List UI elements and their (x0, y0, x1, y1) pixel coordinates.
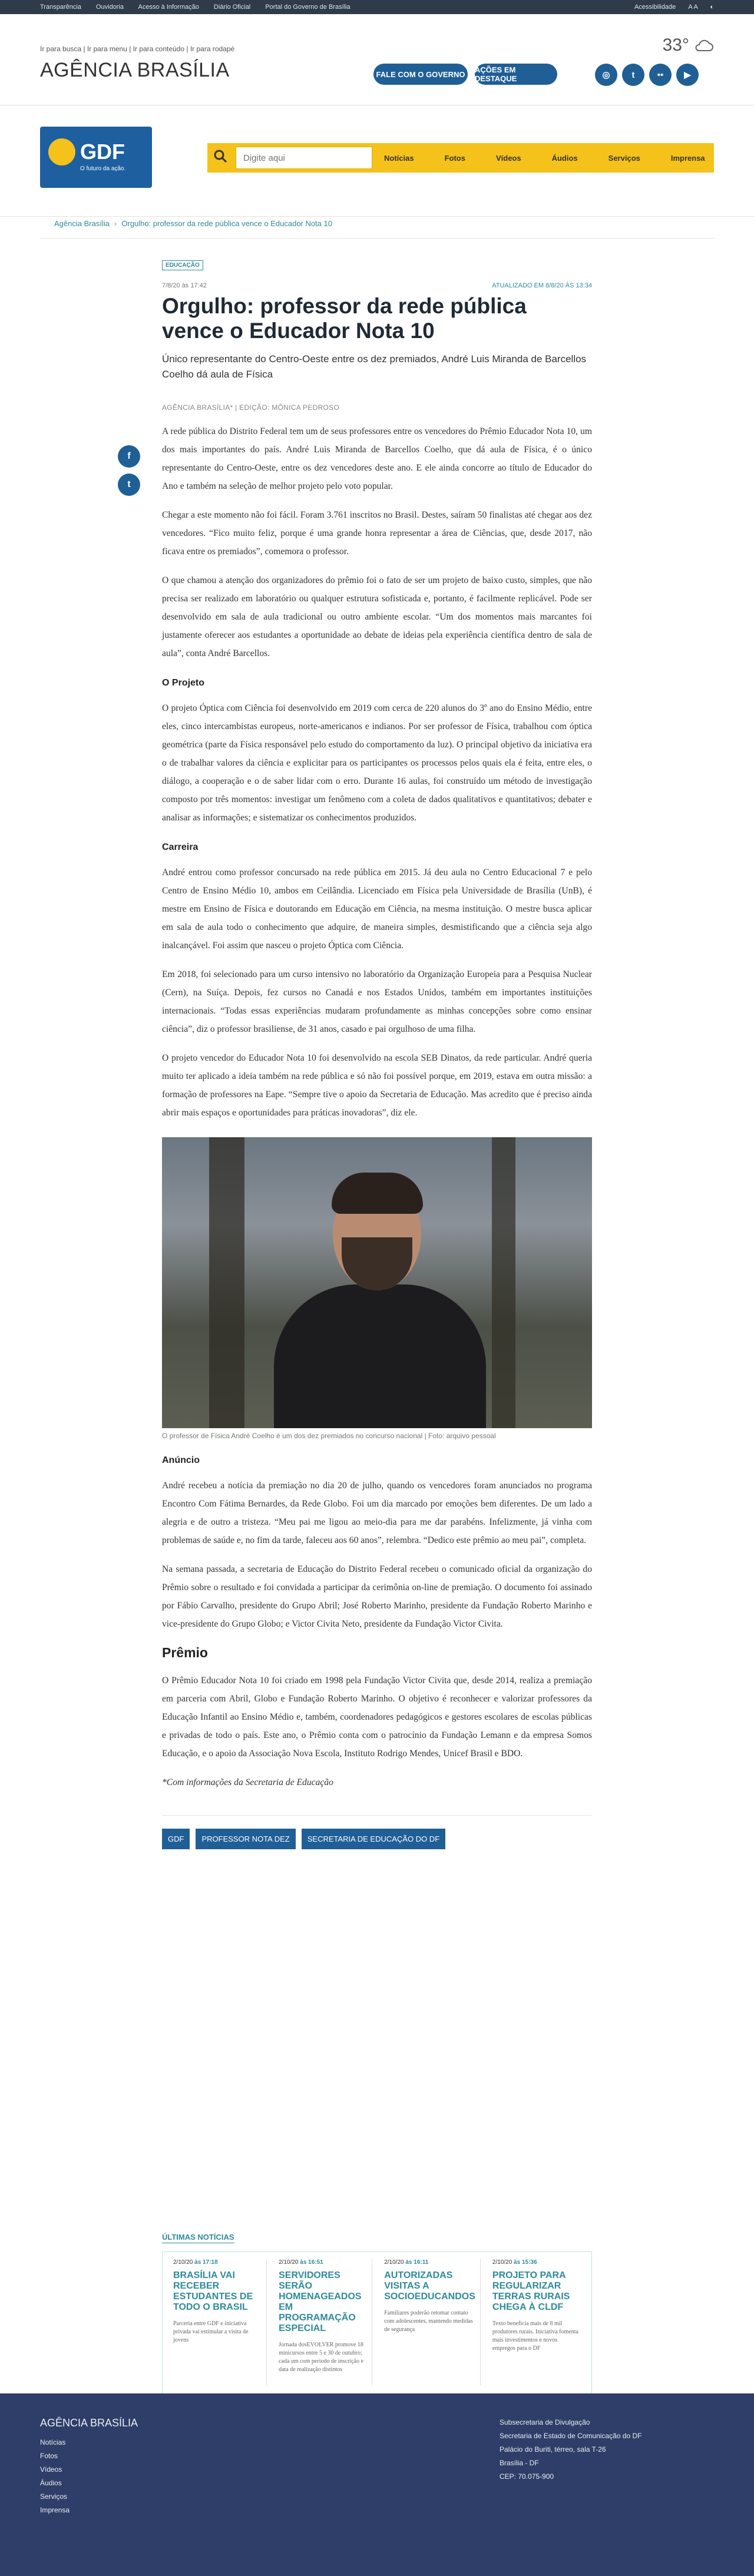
section-heading-carreira: Carreira (162, 842, 199, 852)
tag-professor-nota-dez[interactable]: PROFESSOR NOTA DEZ (196, 1829, 295, 1849)
news-card-time (492, 2259, 581, 2266)
weather (663, 35, 714, 55)
top-bar (0, 0, 754, 14)
paragraph: Chegar a este momento não foi fácil. Foram 3.761 inscritos no Brasil. Destes, saíram 50 finalistas até chegar aos dez vencedores. “Fico muito feliz, porque é uma grande honra representar a área de Ciências, que, desde 2017, não ficava entre os premiados”, comemora o professor. (162, 510, 592, 557)
top-link-transparencia[interactable]: Transparência (40, 4, 81, 11)
main-menu (207, 143, 714, 173)
category-tag[interactable]: EDUCAÇÃO (162, 260, 203, 270)
skip-links[interactable]: Ir para busca | Ir para menu | Ir para conteúdo | Ir para rodapé (40, 45, 235, 53)
address-line: Brasília - DF (500, 2459, 539, 2467)
top-link-diario[interactable]: Diário Oficial (213, 4, 251, 11)
footer-links (40, 2436, 70, 2517)
contact-government-button[interactable]: FALE COM O GOVERNO (373, 64, 468, 85)
paragraph: Em 2018, foi selecionado para um curso intensivo no laboratório da Organização Europeia para a Pesquisa Nuclear (Cern), na Suíça. Depois, fez cursos no Canadá e nos Estados Unidos, também em importantes instituições internacionais. “Todas essas experiências mudaram profundamente as minhas concepções sobre como ensinar ciência”, diz o professor brasiliense, de 31 anos, casado e pai orgulhoso de uma filha. (162, 969, 592, 1034)
top-links (40, 4, 363, 11)
search-input[interactable] (236, 147, 372, 169)
menu-item-servicos[interactable]: Serviços (608, 153, 640, 163)
section-heading-projeto: O Projeto (162, 678, 205, 688)
font-size-toggle[interactable]: A A (688, 4, 698, 11)
news-date: 2/10/20 (279, 2259, 299, 2266)
news-card[interactable] (488, 2259, 586, 2385)
contrast-icon[interactable]: ◐ (710, 4, 714, 11)
address-line: CEP: 70.075-900 (500, 2472, 554, 2481)
menu-item-audios[interactable]: Áudios (551, 153, 578, 163)
cloud-icon (694, 39, 714, 52)
footer-link-videos[interactable]: Vídeos (40, 2465, 62, 2474)
top-right (624, 4, 714, 11)
publish-date: 7/8/20 às 17:42 (162, 282, 207, 289)
photo-beard (342, 1237, 412, 1290)
footer-link-audios[interactable]: Áudios (40, 2479, 62, 2487)
footer-link-noticias[interactable]: Notícias (40, 2438, 66, 2446)
sun-icon (48, 138, 75, 165)
top-link-ouvidoria[interactable]: Ouvidoria (95, 4, 124, 11)
news-time: às 15:36 (514, 2259, 537, 2266)
instagram-icon[interactable]: ◎ (595, 64, 617, 86)
menu-items (384, 143, 736, 173)
article (162, 259, 592, 1849)
page-title: Orgulho: professor da rede pública vence o Educador Nota 10 (162, 294, 527, 343)
news-card-time (173, 2259, 262, 2266)
byline: AGÊNCIA BRASÍLIA* | EDIÇÃO: MÔNICA PEDROSO (162, 403, 340, 412)
top-link-acesso[interactable]: Acesso à Informação (138, 4, 199, 11)
twitter-icon[interactable]: t (622, 64, 644, 86)
youtube-icon[interactable]: ▶ (676, 64, 699, 86)
address-line: Secretaria de Estado de Comunicação do DF (500, 2432, 642, 2440)
news-card[interactable] (379, 2259, 481, 2385)
news-time: às 17:18 (194, 2259, 218, 2266)
top-link-portal[interactable]: Portal do Governo de Brasília (265, 4, 350, 11)
breadcrumb-current[interactable]: Orgulho: professor da rede pública vence o Educador Nota 10 (121, 219, 333, 228)
footer-address (500, 2416, 641, 2484)
news-title[interactable]: BRASÍLIA VAI RECEBER ESTUDANTES DE TODO O BRASIL (173, 2270, 253, 2312)
site-name[interactable]: AGÊNCIA BRASÍLIA (40, 59, 230, 81)
photo-caption: O professor de Física André Coelho é um dos dez premiados no concurso nacional | Foto: arquivo pessoal (162, 1432, 496, 1440)
breadcrumb (54, 219, 332, 228)
divider (40, 238, 714, 239)
article-photo[interactable] (162, 1137, 592, 1428)
twitter-share-icon[interactable]: t (118, 474, 140, 496)
footer-link-servicos[interactable]: Serviços (40, 2492, 68, 2501)
address-line: Subsecretaria de Divulgação (500, 2418, 590, 2426)
section-heading-premio: Prêmio (162, 1645, 208, 1660)
breadcrumb-separator: › (114, 219, 117, 228)
latest-news-cards (162, 2251, 592, 2395)
site-footer (0, 2393, 754, 2576)
menu-item-noticias[interactable]: Notícias (384, 153, 414, 163)
article-meta (162, 282, 592, 289)
paragraph: André entrou como professor concursado na rede pública em 2015. Já deu aula no Centro Educacional 7 e pelo Centro de Ensino Médio 10, ambos em Ceilândia. Licenciado em Física pela Universidade de Brasília (UnB), é mestre em Ensino de Física e doutorando em Educação em Ciência, na mesma instituição. O mestre busca aplicar em sala de aula todo o conhecimento que adquire, de maneira simples, desmistificando que a ciência seja algo inalcançável. Foi assim que nasceu o projeto Óptica com Ciência. (162, 868, 592, 951)
paragraph: André recebeu a notícia da premiação no dia 20 de julho, quando os vencedores foram anunciados no programa Encontro Com Fátima Bernardes, da Rede Globo. Foi um dia marcado por emoções bem diferentes. De um lado a alegria e de outro a tristeza. “Meu pai me ligou ao meio-dia para me dar parabéns. Infelizmente, já vinha com problemas de saúde e, no fim da tarde, faleceu aos 60 anos”, relembra. “Dedico este prêmio ao meu pai”, completa. (162, 1481, 592, 1545)
updated-date: ATUALIZADO EM 8/8/20 ÀS 13:34 (492, 282, 592, 289)
site-header (0, 14, 754, 83)
paragraph: O projeto vencedor do Educador Nota 10 foi desenvolvido na escola SEB Dinatos, da rede particular. André queria muito ter aplicado a ideia também na rede pública e só não foi possível porque, em 2019, estava em outra missão: a formação de professores na Eape. “Sempre tive o apoio da Secretaria de Educação. Mas acredito que é preciso ainda abrir mais espaços e oportunidades para práticas inovadoras”, diz ele. (162, 1053, 592, 1118)
paragraph: O que chamou a atenção dos organizadores do prêmio foi o fato de ser um projeto de baixo custo, simples, que não precisa ser realizado em laboratório ou qualquer estrutura sofisticada e, portanto, é facilmente replicável. Pode ser desenvolvido em sala de aula tradicional ou outro ambiente escolar. “Um dos momentos mais marcantes foi justamente oferecer aos estudantes a oportunidade ao debate de ideias pela experiência científica dentro de sala de aula”, conta André Barcellos. (162, 575, 592, 658)
facebook-share-icon[interactable]: f (118, 445, 140, 468)
paragraph: A rede pública do Distrito Federal tem um de seus professores entre os vencedores do Prêmio Educador Nota 10, um dos mais importantes do país. André Luis Miranda de Barcellos Coelho, que dá aula de Física, é o único representante do Centro-Oeste, entre os dez vencedores deste ano. E ele ainda concorre ao título de Educador do Ano e também na seleção de melhor projeto pelo voto popular. (162, 426, 592, 491)
news-date: 2/10/20 (384, 2259, 404, 2266)
photo-hair (332, 1173, 423, 1214)
paragraph: O projeto Óptica com Ciência foi desenvolvido em 2019 com cerca de 220 alunos do 3º ano do Ensino Médio, entre eles, cinco intercambistas europeus, norte-americanos e indianos. Por ser professor de Física, trabalhou com óptica geométrica (parte da Física responsável pelo estudo do comportamento da luz). O principal objetivo da iniciativa era o de trabalhar valores da ciência e explicitar para os participantes os processos pelos quais ela é feita, entre eles, o diálogo, a cooperação e o de saber lidar com o erro. Durante 16 aulas, foi construído um método de investigação composto por três momentos: investigar um fenômeno com a coleta de dados qualitativos e quantitativos; debater e analisar as informações; e sistematizar os conhecimentos produzidos. (162, 703, 592, 823)
footer-brand[interactable]: AGÊNCIA BRASÍLIA (40, 2417, 138, 2429)
news-description: Parceria entre GDF e iniciativa privada vai estimular a visita de jovens (173, 2320, 249, 2343)
tag-gdf[interactable]: GDF (162, 1829, 190, 1849)
news-description: Jornada dosEVOLVER promove 18 minicursos entre 5 e 30 de outubro; cada um com período de inscrição e data de realização distintos (279, 2342, 363, 2373)
photo-coat (274, 1284, 486, 1428)
paragraph: O Prêmio Educador Nota 10 foi criado em 1998 pela Fundação Victor Civita que, desde 2014, realiza a premiação em parceria com Abril, Globo e Fundação Roberto Marinho. O objetivo é reconhecer e valorizar professores da Educação Infantil ao Ensino Médio e, também, coordenadores pedagógicos e gestores escolares de escolas públicas e privadas de todo o país. Este ano, o Prêmio conta com o patrocínio da Fundação Lemann e da empresa Somos Educação, e o apoio da Associação Nova Escola, Instituto Rodrigo Mendes, Unicef Brasil e BDO. (162, 1676, 592, 1759)
gdf-logo-text: GDF (80, 140, 125, 164)
breadcrumb-home[interactable]: Agência Brasília (54, 219, 110, 228)
news-title[interactable]: SERVIDORES SERÃO HOMENAGEADOS EM PROGRAMAÇÃO ESPECIAL (279, 2270, 362, 2333)
news-card[interactable] (274, 2259, 372, 2385)
footer-link-fotos[interactable]: Fotos (40, 2452, 58, 2460)
gdf-logo-subtitle: O futuro da ação. (80, 165, 126, 172)
news-date: 2/10/20 (492, 2259, 512, 2266)
paragraph: Na semana passada, a secretaria de Educação do Distrito Federal recebeu o comunicado oficial da organização do Prêmio sobre o resultado e foi convidada a participar da cerimônia on-line de premiação. O documento foi assinado por Fábio Carvalho, presidente do Grupo Abril; José Roberto Marinho, presidente da Fundação Roberto Marinho e vice-presidente do Grupo Globo; e Victor Civita Neto, presidente da Fundação Victor Civita. (162, 1564, 592, 1629)
menu-item-fotos[interactable]: Fotos (444, 153, 465, 163)
government-band (0, 105, 754, 217)
gdf-logo[interactable] (40, 127, 152, 188)
news-description: Familiares poderão retomar contato com adolescentes, mantendo medidas de segurança (384, 2310, 473, 2333)
news-description: Texto beneficia mais de 8 mil produtores rurais. Iniciativa fomenta mais investimentos e novos empregos para o DF (492, 2320, 578, 2352)
footer-link-imprensa[interactable]: Imprensa (40, 2506, 70, 2514)
featured-actions-button[interactable]: AÇÕES EM DESTAQUE (475, 64, 557, 85)
news-title[interactable]: PROJETO PARA REGULARIZAR TERRAS RURAIS CHEGA À CLDF (492, 2270, 570, 2312)
latest-news (162, 2232, 592, 2395)
article-subtitle: Único representante do Centro-Oeste entre os dez premiados, André Luis Miranda de Barcellos Coelho dá aula de Física (162, 353, 587, 380)
news-time: às 16:51 (300, 2259, 323, 2266)
news-card[interactable] (168, 2259, 267, 2385)
menu-item-videos[interactable]: Vídeos (495, 153, 521, 163)
news-title[interactable]: AUTORIZADAS VISITAS A SOCIOEDUCANDOS (384, 2270, 475, 2302)
news-time: às 16:11 (405, 2259, 429, 2266)
search-icon[interactable] (213, 149, 231, 167)
news-card-time (384, 2259, 475, 2266)
address-line: Palácio do Buriti, térreo, sala T-26 (500, 2445, 606, 2454)
photo-tree (492, 1137, 515, 1428)
photo-tree (209, 1137, 244, 1428)
article-tags (162, 1815, 592, 1849)
section-heading-anuncio: Anúncio (162, 1455, 200, 1465)
source-note: *Com informações da Secretaria de Educação (162, 1777, 333, 1787)
accessibility-link[interactable]: Acessibilidade (634, 4, 676, 11)
latest-news-label: ÚLTIMAS NOTÍCIAS (162, 2233, 234, 2243)
tag-secretaria-educacao[interactable]: SECRETARIA DE EDUCAÇÃO DO DF (302, 1829, 445, 1849)
temperature: 33° (662, 35, 689, 55)
menu-item-imprensa[interactable]: Imprensa (670, 153, 705, 163)
news-card-time (279, 2259, 367, 2266)
article-body (162, 422, 592, 1792)
news-date: 2/10/20 (173, 2259, 193, 2266)
flickr-icon[interactable]: •• (649, 64, 672, 86)
